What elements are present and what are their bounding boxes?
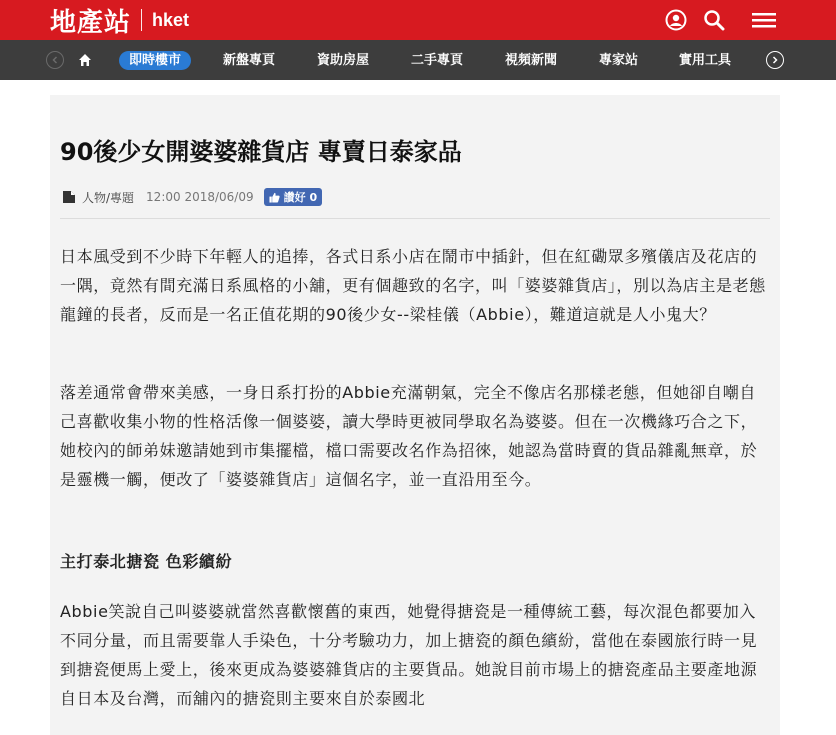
article-meta: [62, 187, 322, 207]
menu-icon[interactable]: [751, 8, 777, 32]
logo-divider: [141, 9, 142, 31]
nav-item-new-homes[interactable]: 新盤專頁: [223, 53, 276, 68]
home-icon[interactable]: [78, 52, 92, 66]
nav-item-realtime[interactable]: 即時樓市: [119, 51, 191, 70]
article-title: 90後少女開婆婆雜貨店 專賣日泰家品: [60, 138, 462, 166]
chevron-right-icon: [771, 56, 779, 64]
main-nav: [0, 40, 836, 80]
thumbs-up-icon: [269, 192, 280, 203]
article-time: 12:00 2018/06/09: [146, 190, 254, 204]
logo-main-text: 地產站: [50, 7, 132, 38]
nav-item-subsidized[interactable]: 資助房屋: [317, 53, 370, 68]
site-logo[interactable]: [50, 5, 190, 38]
nav-item-experts[interactable]: 專家站: [599, 53, 639, 68]
user-icon[interactable]: [664, 8, 688, 32]
nav-prev-button[interactable]: [46, 51, 64, 69]
category-icon: [62, 190, 76, 204]
top-header: [0, 0, 836, 40]
like-label: 讚好 0: [283, 191, 318, 204]
article-paragraph: 落差通常會帶來美感，一身日系打扮的Abbie充滿朝氣，完全不像店名那樣老態，但她卻自嘲自己喜歡收集小物的性格活像一個婆婆，讀大學時更被同學取名為婆婆。但在一次機緣巧合之下，她校內的師弟妹邀請她到市集擺檔，檔口需要改名作為招徠，她認為當時賣的貨品雜亂無章，於是靈機一觸，便改了「婆婆雜貨店」這個名字，並一直沿用至今。: [60, 383, 758, 489]
nav-item-secondhand[interactable]: 二手專頁: [411, 53, 464, 68]
nav-next-button[interactable]: [766, 51, 784, 69]
article-paragraph: 日本風受到不少時下年輕人的追捧，各式日系小店在鬧市中插針，但在紅磡眾多殯儀店及花店的一隅，竟然有間充滿日系風格的小舖，更有個趣致的名字，叫「婆婆雜貨店」，別以為店主是老態龍鐘的長者，反而是一名正值花期的90後少女--梁桂儀（Abbie），難道這就是人小鬼大？: [60, 247, 766, 324]
article-subheading: 主打泰北搪瓷 色彩繽紛: [60, 552, 233, 571]
article-category[interactable]: 人物/專題: [82, 190, 135, 205]
search-icon[interactable]: [702, 8, 726, 32]
nav-item-tools[interactable]: 實用工具: [679, 53, 732, 68]
meta-divider: [60, 218, 770, 219]
nav-item-video[interactable]: 視頻新聞: [505, 53, 558, 68]
like-button[interactable]: [264, 188, 322, 206]
logo-sub-text: hket: [152, 9, 190, 30]
article-paragraph: Abbie笑說自己叫婆婆就當然喜歡懷舊的東西，她覺得搪瓷是一種傳統工藝，每次混色都要加入不同分量，而且需要靠人手染色，十分考驗功力，加上搪瓷的顏色繽紛，當他在泰國旅行時一見到搪瓷便馬上愛上，後來更成為婆婆雜貨店的主要貨品。她說目前市場上的搪瓷產品主要產地源自日本及台灣，而舖內的搪瓷則主要來自於泰國北: [60, 602, 758, 708]
chevron-left-icon: [51, 56, 59, 64]
